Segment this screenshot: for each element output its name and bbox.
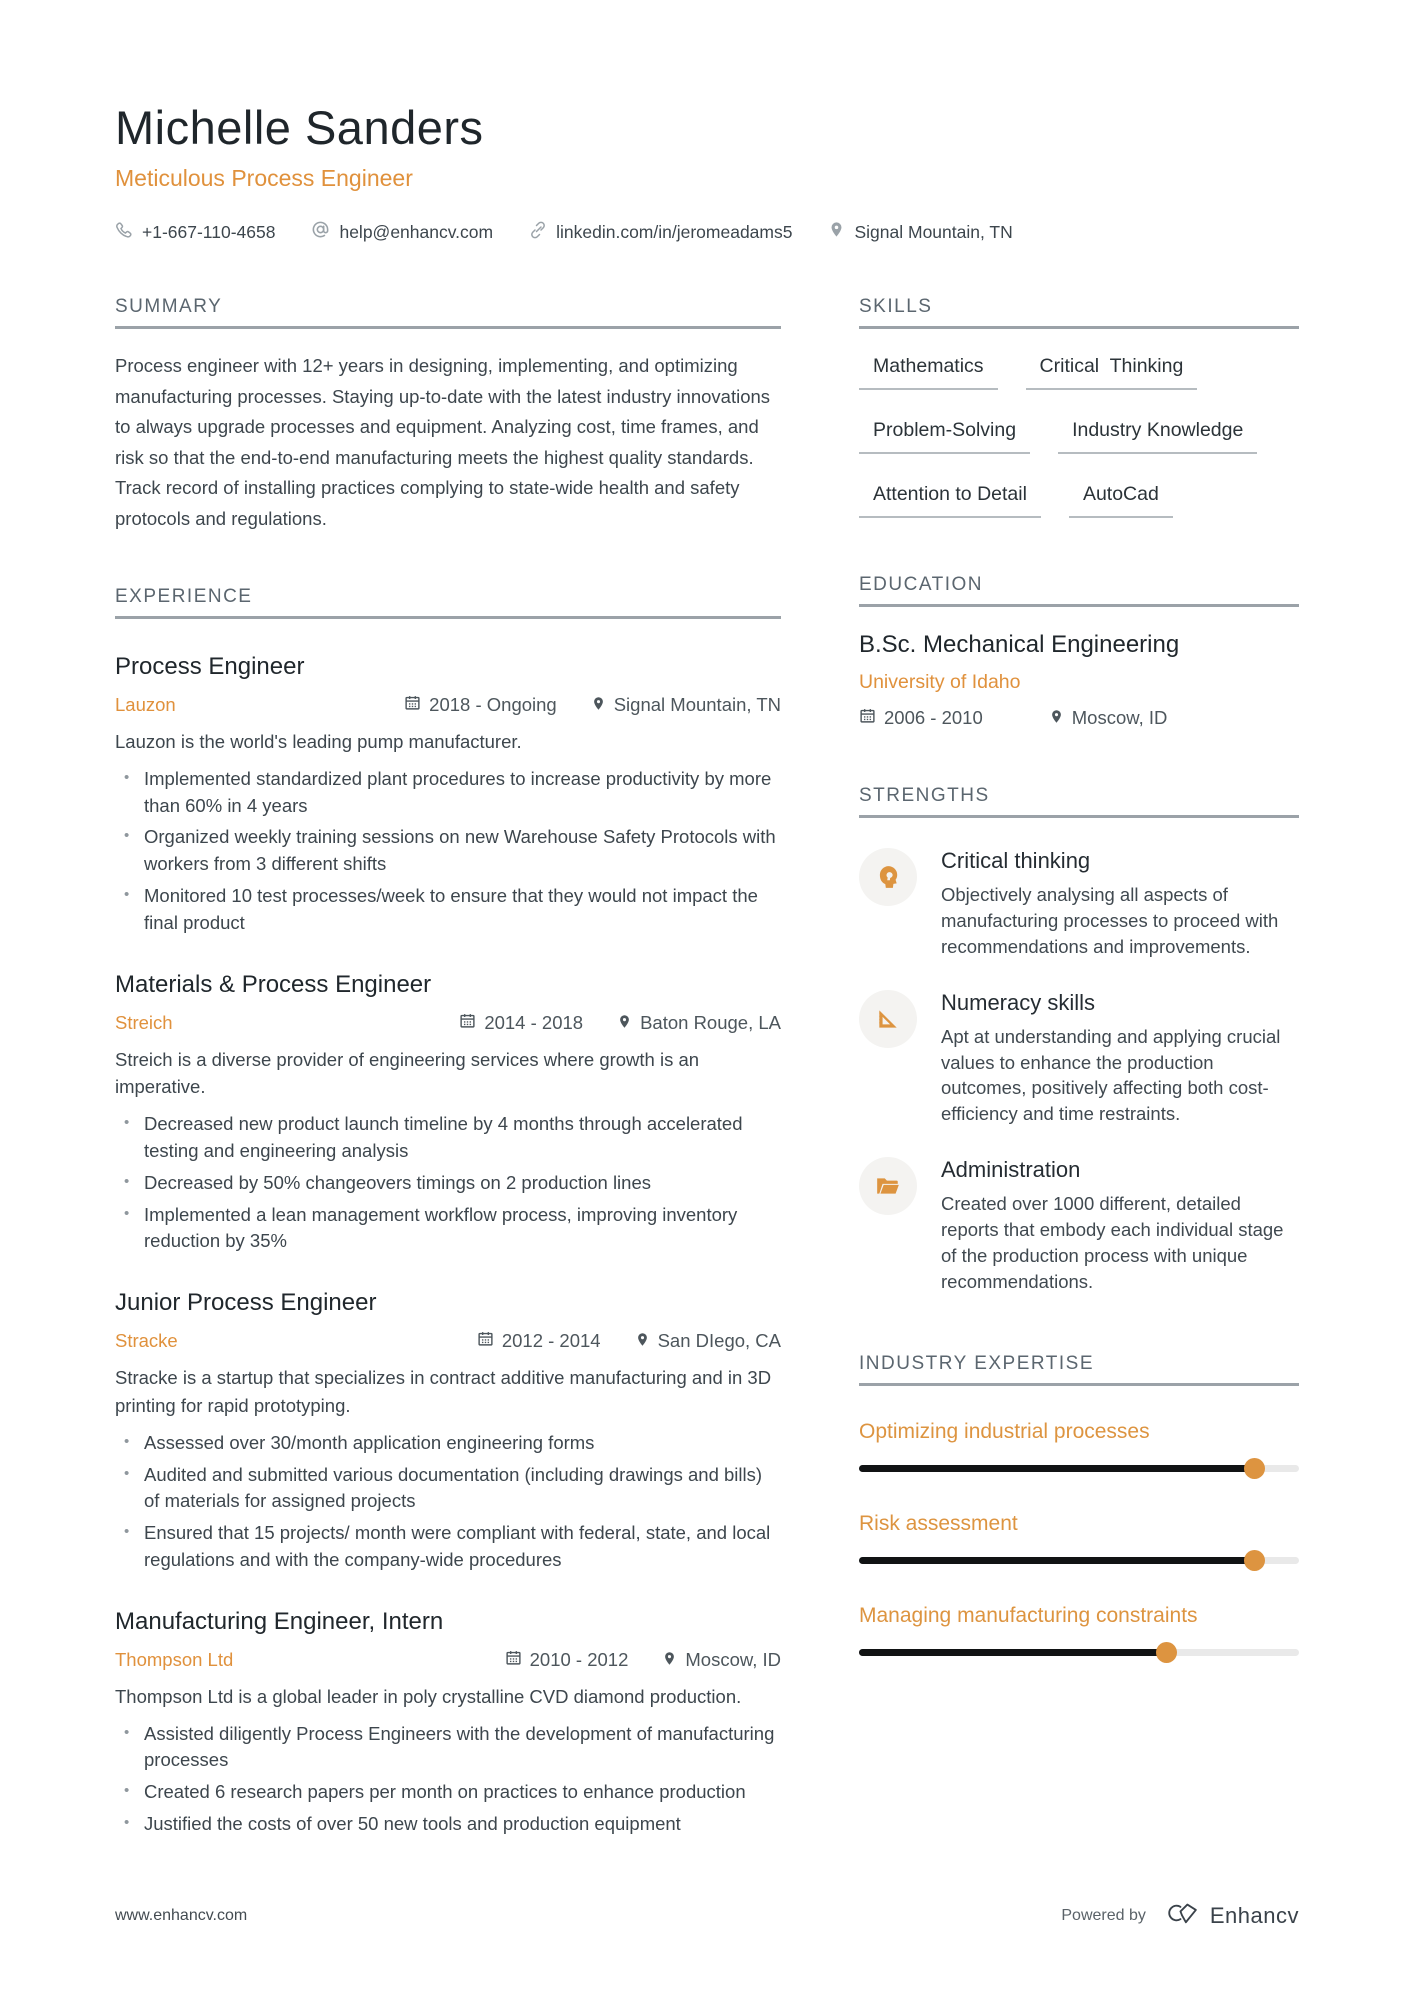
strength-text: Objectively analysing all aspects of manufacturing processes to proceed with recommendations and improvements. [941,884,1279,957]
education-location: Moscow, ID [1049,707,1168,729]
summary-text: Process engineer with 12+ years in designing, implementing, and optimizing manufacturing processes. Staying up-to-date with the latest industry innovations to always upgrade processes and equipment. Analyzing cost, time frames, and risk so that the end-to-end manufacturing meets the highest quality standards. Track record of installing practices complying to state-wide health and safety protocols and regulations. [115,355,771,529]
slider-fill [859,1465,1255,1472]
location-icon [828,221,845,243]
location-icon [1049,707,1064,729]
location-icon [617,1012,632,1034]
person-job-title: Meticulous Process Engineer [115,165,413,191]
job-location: Baton Rouge, LA [617,1012,781,1034]
slider-knob[interactable] [1156,1642,1177,1663]
bullet-item: • Implemented standardized plant procedures to increase productivity by more than 60% in 4 years [115,766,781,820]
left-column [115,296,781,1838]
bullet-item: • Assessed over 30/month application engineering forms [115,1430,781,1457]
job-bullets [115,1430,781,1574]
contact-location [828,221,1012,243]
link-icon [529,221,547,244]
bullet-item: • Organized weekly training sessions on new Warehouse Safety Protocols with workers from 3 different shifts [115,824,781,878]
bullet-item: • Justified the costs of over 50 new tools and production equipment [115,1811,781,1838]
job-description: Streich is a diverse provider of engineering services where growth is an imperative. [115,1048,700,1098]
industry-expertise-heading: INDUSTRY EXPERTISE [859,1352,1095,1374]
strength-item [859,990,1299,1128]
strength-item [859,848,1299,960]
experience-heading: EXPERIENCE [115,586,253,608]
contact-email-text[interactable]: help@enhancv.com [339,221,494,242]
bullet-item: • Created 6 research papers per month on practices to enhance production [115,1779,781,1806]
strengths-rule [859,815,1299,818]
calendar-icon [477,1330,494,1352]
expertise-slider[interactable] [859,1550,1299,1570]
job-company: Stracke [115,1330,178,1352]
experience-rule [115,616,781,619]
enhancv-brand-name: Enhancv [1209,1902,1299,1928]
person-name: Michelle Sanders [115,101,484,154]
enhancv-logo-icon [1162,1900,1202,1931]
location-icon [635,1330,650,1352]
powered-by-label: Powered by [1061,1906,1146,1924]
bullet-item: • Implemented a lean management workflow process, improving inventory reduction by 35% [115,1202,781,1256]
job-date: 2010 - 2012 [505,1649,629,1671]
strength-item [859,1157,1299,1295]
job-company: Streich [115,1011,173,1033]
bullet-item: • Decreased by 50% changeovers timings on 2 production lines [115,1170,781,1197]
expertise-label: Managing manufacturing constraints [859,1603,1198,1627]
email-icon [311,220,330,244]
job-location: San DIego, CA [635,1330,781,1352]
industry-expertise-section [859,1353,1299,1662]
expertise-label: Optimizing industrial processes [859,1419,1150,1443]
strength-title: Numeracy skills [941,989,1096,1015]
location-icon [662,1649,677,1671]
skill-chip: AutoCad [1069,483,1173,518]
education-section-header [859,574,1299,607]
calendar-icon [404,694,421,716]
slider-knob[interactable] [1244,1458,1265,1479]
contact-email[interactable] [311,220,493,244]
slider-fill [859,1649,1167,1656]
contact-linkedin[interactable] [529,221,792,244]
calendar-icon [459,1012,476,1034]
job-entry [115,653,781,937]
job-title: Manufacturing Engineer, Intern [115,1607,444,1635]
skill-chip: Industry Knowledge [1058,419,1257,454]
education-school: University of Idaho [859,671,1021,693]
strengths-section [859,785,1299,1295]
job-description: Thompson Ltd is a global leader in poly crystalline CVD diamond production. [115,1685,742,1707]
bullet-item: • Audited and submitted various documentation (including drawings and bills) of materials for assigned projects [115,1462,781,1516]
set-square-icon [859,990,917,1048]
bullet-item: • Ensured that 15 projects/ month were compliant with federal, state, and local regulations and with the company-wide procedures [115,1520,781,1574]
job-bullets [115,1721,781,1838]
expertise-slider[interactable] [859,1458,1299,1478]
job-date: 2018 - Ongoing [404,694,557,716]
skill-chip: Critical Thinking [1026,355,1198,390]
job-location: Signal Mountain, TN [591,694,781,716]
skills-rule [859,326,1299,329]
job-entry [115,971,781,1256]
skill-chip: Mathematics [859,355,998,390]
job-location: Moscow, ID [662,1649,781,1671]
education-rule [859,604,1299,607]
phone-icon [115,221,133,244]
location-icon [591,694,606,716]
experience-section [115,586,781,1838]
education-degree: B.Sc. Mechanical Engineering [859,631,1180,658]
strength-text: Apt at understanding and applying crucial values to enhance the production outcomes, positively affecting both cost-efficiency and time restraints. [941,1025,1281,1125]
job-date: 2014 - 2018 [459,1012,583,1034]
education-date: 2006 - 2010 [859,707,983,729]
footer-site-link[interactable]: www.enhancv.com [115,1906,248,1924]
job-company: Thompson Ltd [115,1648,234,1670]
contact-linkedin-text[interactable]: linkedin.com/in/jeromeadams5 [556,221,793,242]
education-heading: EDUCATION [859,574,983,595]
summary-section-header [115,296,781,329]
folder-icon [859,1157,917,1215]
expertise-item [859,1420,1299,1478]
header [115,100,1299,244]
job-description: Stracke is a startup that specializes in contract additive manufacturing and in 3D printing for rapid prototyping. [115,1367,772,1417]
head-icon [859,848,917,906]
strengths-heading: STRENGTHS [859,785,990,806]
job-bullets [115,1111,781,1255]
bullet-item: • Assisted diligently Process Engineers with the development of manufacturing processes [115,1721,781,1775]
job-entry [115,1289,781,1574]
expertise-label: Risk assessment [859,1511,1018,1535]
industry-expertise-rule [859,1383,1299,1386]
job-company: Lauzon [115,694,176,716]
bullet-item: • Decreased new product launch timeline by 4 months through accelerated testing and engineering analysis [115,1111,781,1165]
job-title: Materials & Process Engineer [115,970,432,998]
skill-chip: Problem-Solving [859,419,1030,454]
expertise-item [859,1512,1299,1570]
industry-expertise-header [859,1353,1299,1386]
job-title: Process Engineer [115,653,305,681]
job-title: Junior Process Engineer [115,1289,377,1317]
skills-heading: SKILLS [859,296,933,317]
skill-chip: Attention to Detail [859,483,1041,518]
expertise-slider[interactable] [859,1642,1299,1662]
calendar-icon [505,1649,522,1671]
contact-phone-text: +1-667-110-4658 [142,221,276,242]
experience-section-header [115,586,781,619]
slider-fill [859,1557,1255,1564]
education-section [859,574,1299,729]
summary-rule [115,326,781,329]
strength-text: Created over 1000 different, detailed reports that embody each individual stage of the production process with unique recommendations. [941,1193,1284,1292]
strength-title: Administration [941,1157,1081,1183]
contact-row [115,220,1299,244]
strength-title: Critical thinking [941,848,1091,873]
footer [115,1900,1299,1931]
job-description: Lauzon is the world's leading pump manufacturer. [115,731,522,753]
slider-knob[interactable] [1244,1550,1265,1571]
right-column [859,296,1299,1838]
expertise-item [859,1604,1299,1662]
skills-list [859,355,1299,518]
skills-section-header [859,296,1299,329]
summary-heading: SUMMARY [115,296,223,317]
calendar-icon [859,707,876,729]
bullet-item: • Monitored 10 test processes/week to ensure that they would not impact the final product [115,883,781,937]
enhancv-brand[interactable] [1162,1900,1299,1931]
strengths-section-header [859,785,1299,818]
contact-phone [115,221,275,244]
job-date: 2012 - 2014 [477,1330,601,1352]
job-entry [115,1608,781,1838]
job-bullets [115,766,781,937]
contact-location-text: Signal Mountain, TN [854,221,1013,242]
